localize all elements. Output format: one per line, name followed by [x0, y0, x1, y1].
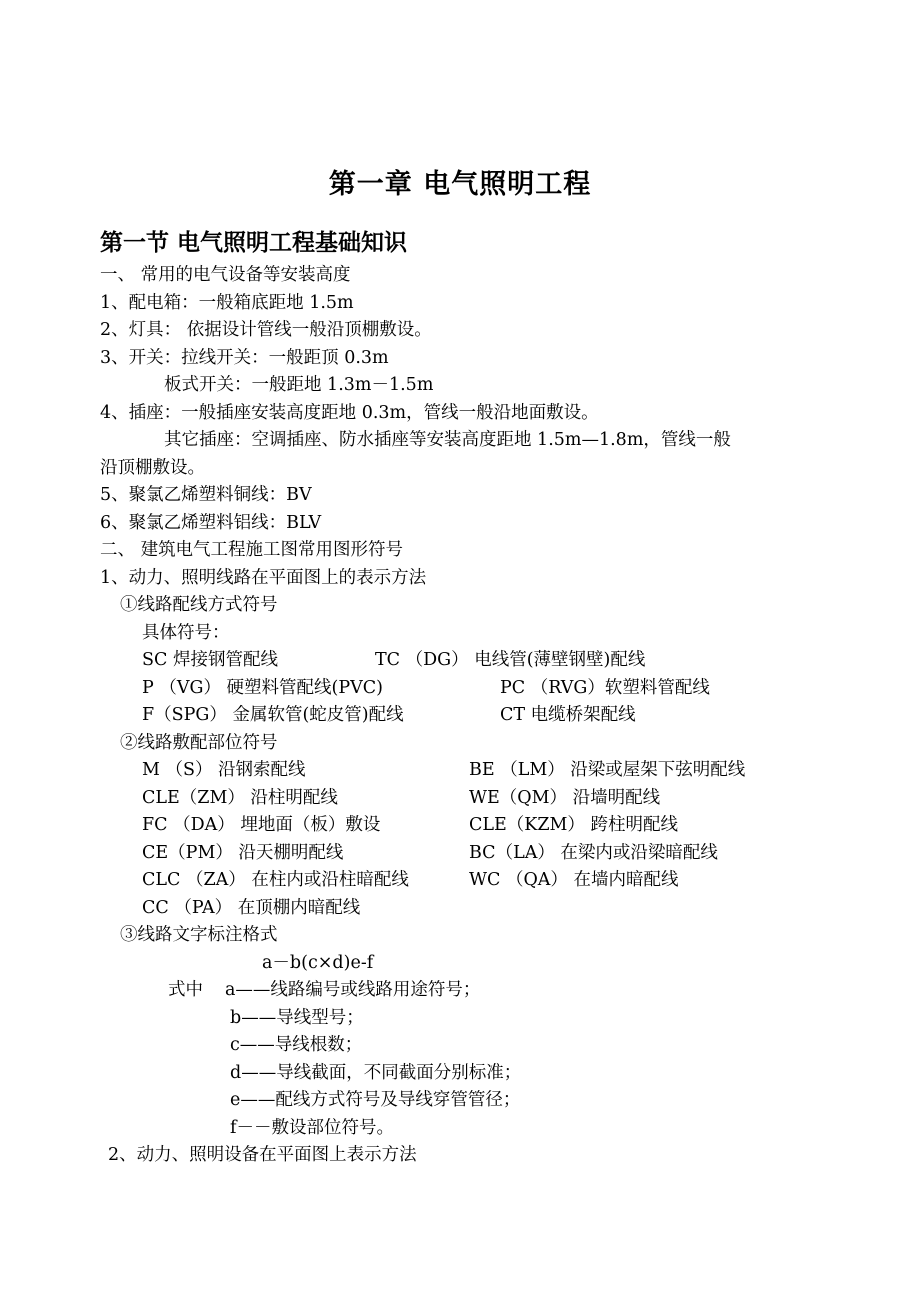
- subsection-heading: 2、动力、照明设备在平面图上表示方法: [108, 1145, 417, 1165]
- chapter-title: 第一章 电气照明工程: [328, 169, 592, 200]
- list-item: 4、插座：一般插座安装高度距地 0.3m，管线一般沿地面敷设。: [100, 402, 599, 423]
- subsection-heading: 1、动力、照明线路在平面图上的表示方法: [100, 567, 427, 588]
- legend-item: d——导线截面，不同截面分别标准；: [230, 1062, 522, 1083]
- laying-symbol-right: CLE（KZM） 跨柱明配线: [469, 815, 678, 835]
- laying-symbol-left: FC （DA） 埋地面（板）敷设: [142, 815, 381, 835]
- section-title: 第一节 电气照明工程基础知识: [100, 230, 408, 256]
- laying-symbol-right: WC （QA） 在墙内暗配线: [469, 870, 679, 890]
- format-heading: ③线路文字标注格式: [120, 925, 278, 945]
- laying-row: [100, 812, 840, 840]
- legend-item: c——导线根数；: [230, 1035, 363, 1055]
- list-item: 沿顶棚敷设。: [100, 457, 205, 478]
- wiring-symbol-right: PC （RVG）软塑料管配线: [500, 677, 710, 698]
- laying-heading: ②线路敷配部位符号: [120, 732, 278, 753]
- list-item: 板式开关：一般距地 1.3m－1.5m: [164, 375, 434, 395]
- laying-symbol-right: WE（QM） 沿墙明配线: [469, 787, 661, 808]
- list-item: 3、开关：拉线开关：一般距顶 0.3m: [100, 347, 389, 368]
- laying-row: [100, 840, 840, 868]
- part2-heading: 二、 建筑电气工程施工图常用图形符号: [100, 540, 404, 560]
- wiring-intro: 具体符号：: [142, 622, 230, 643]
- formula: a－b(c×d)e-f: [262, 952, 374, 973]
- laying-symbol-left: CC （PA） 在顶棚内暗配线: [142, 897, 361, 918]
- legend-item: b——导线型号；: [230, 1007, 364, 1028]
- list-item: 6、聚氯乙烯塑料铝线：BLV: [100, 512, 322, 533]
- laying-symbol-right: BE （LM） 沿梁或屋架下弦明配线: [469, 760, 746, 780]
- laying-row: [100, 895, 840, 923]
- list-item: 其它插座：空调插座、防水插座等安装高度距地 1.5m—1.8m，管线一般: [164, 430, 731, 450]
- wiring-symbol-left: SC 焊接钢管配线: [142, 650, 278, 670]
- laying-symbol-right: BC（LA） 在梁内或沿梁暗配线: [469, 842, 718, 863]
- laying-symbol-left: M （S） 沿钢索配线: [142, 760, 306, 780]
- legend-item: a——线路编号或线路用途符号；: [225, 980, 481, 1000]
- wiring-row: [100, 675, 840, 703]
- wiring-symbol-right: TC （DG） 电线管(薄壁钢壁)配线: [375, 650, 646, 670]
- legend-line: [100, 977, 840, 1005]
- laying-symbol-left: CLE（ZM） 沿柱明配线: [142, 787, 338, 808]
- wiring-row: [100, 647, 840, 675]
- document-body: [100, 262, 840, 1170]
- part1-heading: 一、 常用的电气设备等安装高度: [100, 265, 351, 285]
- wiring-row: [100, 702, 840, 730]
- list-item: 1、配电箱：一般箱底距地 1.5m: [100, 292, 354, 313]
- legend-item: e——配线方式符号及导线穿管管径；: [230, 1090, 521, 1110]
- wiring-symbol-left: P （VG） 硬塑料管配线(PVC): [142, 677, 383, 698]
- list-item: 5、聚氯乙烯塑料铜线：BV: [100, 485, 312, 505]
- laying-symbol-left: CLC （ZA） 在柱内或沿柱暗配线: [142, 870, 409, 890]
- list-item: 2、灯具： 依据设计管线一般沿顶棚敷设。: [100, 320, 432, 340]
- wiring-symbol-left: F（SPG） 金属软管(蛇皮管)配线: [142, 705, 404, 725]
- laying-row: [100, 785, 840, 813]
- laying-symbol-left: CE（PM） 沿天棚明配线: [142, 842, 344, 863]
- legend-prefix: 式中: [168, 980, 203, 1000]
- wiring-symbol-right: CT 电缆桥架配线: [500, 705, 636, 725]
- legend-item: f－－敷设部位符号。: [230, 1117, 394, 1138]
- laying-row: [100, 867, 840, 895]
- wiring-heading: ①线路配线方式符号: [120, 595, 278, 615]
- laying-row: [100, 757, 840, 785]
